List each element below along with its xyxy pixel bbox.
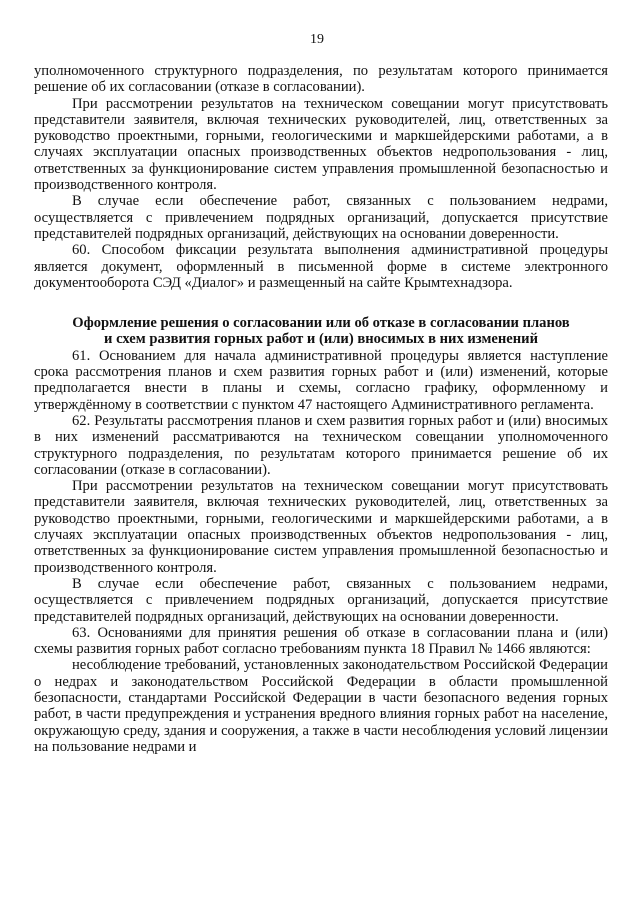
paragraph-continuation: уполномоченного структурного подразделения, по результатам которого принимается решение об их согласовании (отказе в согласовании). [34,63,608,96]
paragraph-meeting-participants: При рассмотрении результатов на техническом совещании могут присутствовать представители заявителя, включая технических руководителей, лиц, ответственных за руководство проектными, горными, геологическими и маркшейдерскими работами, а в случаях эксплуатации опасных производственных объектов недропользования - лиц, ответственных за функционирование систем управления промышленной безопасностью и производственного контроля. [34,95,608,194]
paragraph-63-item: несоблюдение требований, установленных законодательством Российской Федерации о недрах и законодательством Российской Федерации в области промышленной безопасности, стандартами Российской Федерации в части безопасного ведения горных работ, в части предупреждения и устранения вредного влияния горных работ на население, окружающую среду, здания и сооружения, а также в части несоблюдения условий лицензии на пользование недрами и [34,657,608,755]
paragraph-contractors: В случае если обеспечение работ, связанных с пользованием недрами, осуществляется с привлечением подрядных организаций, допускается присутствие представителей подрядных организаций, действующих на основании доверенности. [34,193,608,242]
paragraph-meeting-participants-2: При рассмотрении результатов на техническом совещании могут присутствовать представители заявителя, включая технических руководителей, лиц, ответственных за руководство проектными, горными, геологическими и маркшейдерскими работами, а в случаях эксплуатации опасных производственных объектов недропользования - лиц, ответственных за функционирование систем управления промышленной безопасностью и производственного контроля. [34,478,608,576]
page-number: 19 [310,32,324,47]
document-body [34,63,608,755]
paragraph-62: 62. Результаты рассмотрения планов и схем развития горных работ и (или) вносимых в них изменений рассматриваются на техническом совещании уполномоченного структурного подразделения, по результатам которого принимается решение об их согласовании (отказе в согласовании). [34,412,608,478]
section-heading: Оформление решения о согласовании или об отказе в согласовании планов и схем развития горных работ и (или) вносимых в них изменений [72,315,570,348]
paragraph-61: 61. Основанием для начала административной процедуры является наступление срока рассмотрения планов и схем развития горных работ и (или) изменений, которые предполагается внести в планы и схемы, согласно графику, оформленному и утверждённому в соответствии с пунктом 47 настоящего Административного регламента. [34,347,608,413]
paragraph-contractors-2: В случае если обеспечение работ, связанных с пользованием недрами, осуществляется с привлечением подрядных организаций, допускается присутствие представителей подрядных организаций, действующих на основании доверенности. [34,575,608,625]
paragraph-60: 60. Способом фиксации результата выполнения административной процедуры является документ, оформленный в письменной форме в системе электронного документооборота СЭД «Диалог» и размещенный на сайте Крымтехнадзора. [34,242,608,291]
paragraph-63: 63. Основаниями для принятия решения об отказе в согласовании плана и (или) схемы развития горных работ согласно требованиям пункта 18 Правил № 1466 являются: [34,624,608,658]
